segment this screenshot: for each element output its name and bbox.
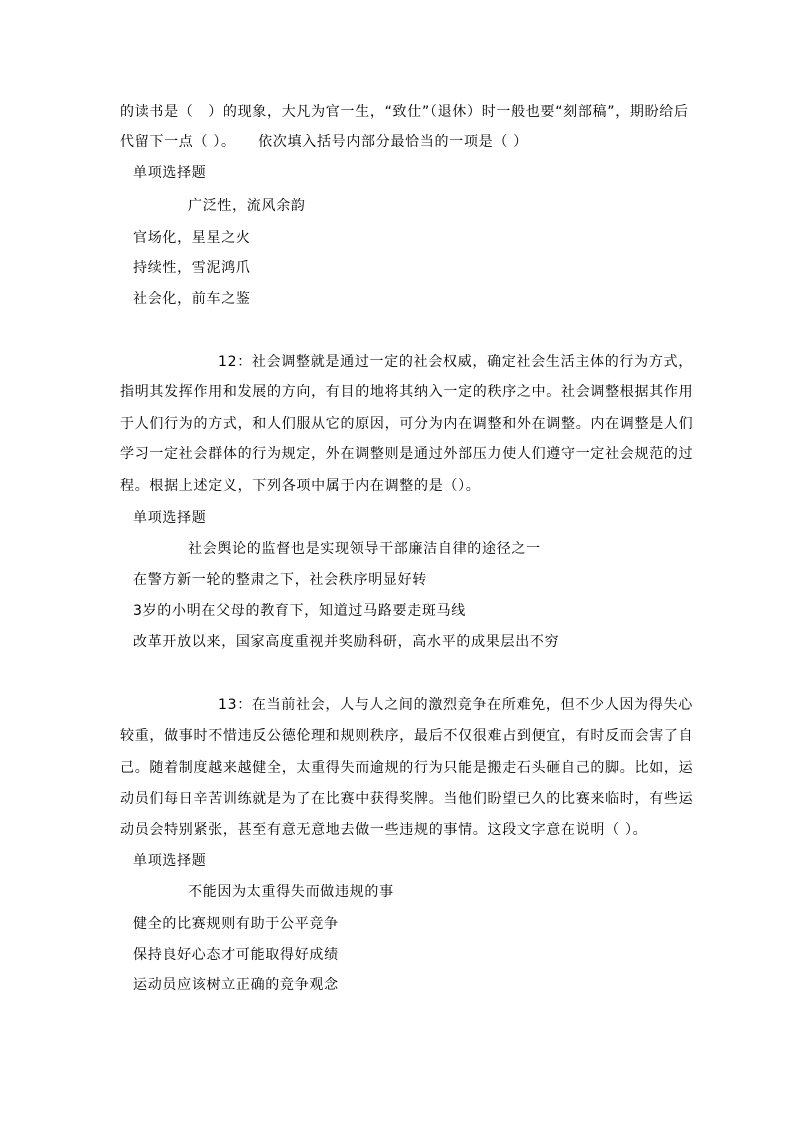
question-text-line: 的读书是（ ）的现象，大凡为官一生，“致仕”（退休）时一般也要“刻部稿”，期盼给后 — [120, 104, 689, 120]
question-text-line: 13：在当前社会，人与人之间的激烈竞争在所难免，但不少人因为得失心 — [218, 697, 693, 713]
question-text-line: 程。根据上述定义，下列各项中属于内在调整的是（）。 — [120, 478, 481, 494]
question-text-line: 己。随着制度越来越健全，太重得失而逾规的行为只能是搬走石头砸自己的脚。比如，运 — [120, 760, 694, 776]
option-b[interactable]: 在警方新一轮的整肃之下，社会秩序明显好转 — [133, 572, 427, 588]
option-d[interactable]: 运动员应该树立正确的竞争观念 — [133, 977, 339, 993]
question-text-line: 代留下一点（ ）。 依次填入括号内部分最恰当的一项是（ ） — [120, 134, 528, 150]
question-type-label: 单项选择题 — [133, 853, 207, 869]
question-type-label: 单项选择题 — [133, 165, 207, 181]
question-text-line: 于人们行为的方式，和人们服从它的原因，可分为内在调整和外在调整。内在调整是人们 — [120, 416, 694, 432]
option-c[interactable]: 3岁的小明在父母的教育下，知道过马路要走斑马线 — [133, 603, 467, 619]
option-d[interactable]: 改革开放以来，国家高度重视并奖励科研，高水平的成果层出不穷 — [133, 634, 560, 650]
question-text-line: 学习一定社会群体的行为规定，外在调整则是通过外部压力使人们遵守一定社会规范的过 — [120, 446, 694, 462]
question-text-line: 较重，做事时不惜违反公德伦理和规则秩序，最后不仅很难占到便宜，有时反而会害了自 — [120, 728, 694, 744]
option-c[interactable]: 保持良好心态才可能取得好成绩 — [133, 947, 339, 963]
question-text-line: 动员会特别紧张，甚至有意无意地去做一些违规的事情。这段文字意在说明（ ）。 — [120, 822, 648, 838]
option-a[interactable]: 不能因为太重得失而做违规的事 — [188, 884, 394, 900]
option-b[interactable]: 健全的比赛规则有助于公平竞争 — [133, 916, 339, 932]
option-b[interactable]: 官场化，星星之火 — [133, 230, 251, 246]
question-type-label: 单项选择题 — [133, 510, 207, 526]
option-d[interactable]: 社会化，前车之鉴 — [133, 291, 251, 307]
option-a[interactable]: 广泛性，流风余韵 — [188, 198, 306, 214]
question-text-line: 12：社会调整就是通过一定的社会权威，确定社会生活主体的行为方式， — [218, 354, 693, 370]
option-a[interactable]: 社会舆论的监督也是实现领导干部廉洁自律的途径之一 — [188, 541, 541, 557]
question-text-line: 动员们每日辛苦训练就是为了在比赛中获得奖牌。当他们盼望已久的比赛来临时，有些运 — [120, 791, 694, 807]
option-c[interactable]: 持续性，雪泥鸿爪 — [133, 260, 251, 276]
question-text-line: 指明其发挥作用和发展的方向，有目的地将其纳入一定的秩序之中。社会调整根据其作用 — [120, 384, 694, 400]
